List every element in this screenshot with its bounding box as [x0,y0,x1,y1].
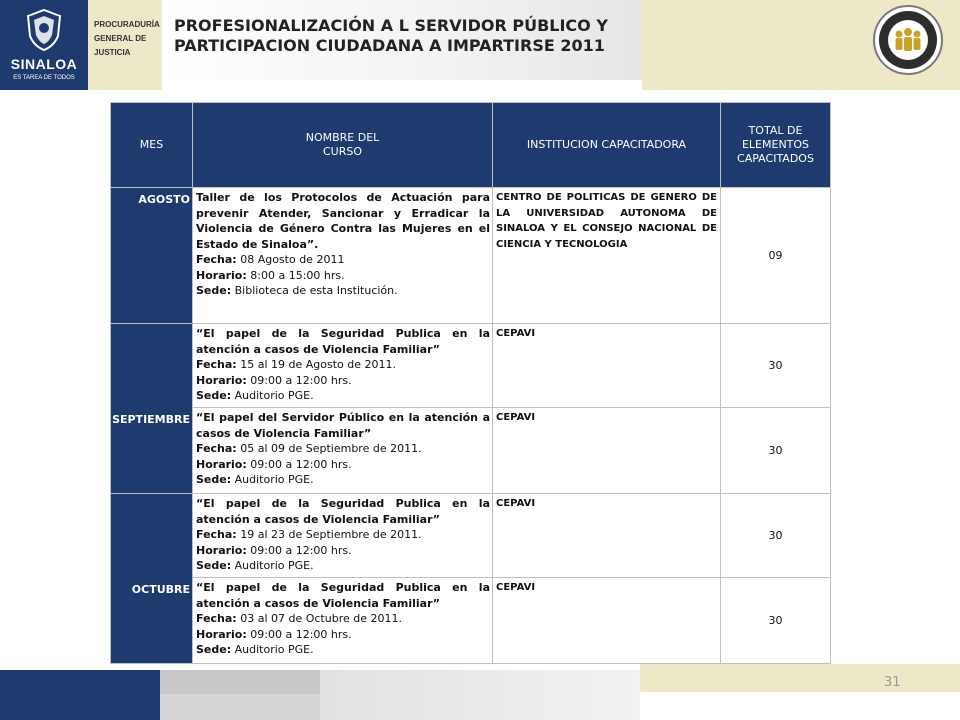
state-shield-icon [22,8,66,52]
institution-cell: CENTRO DE POLITICAS DE GENERO DE LA UNIVERSIDAD AUTONOMA DE SINALOA Y EL CONSEJO NACIONAL DE CIENCIA Y TECNOLOGIA [493,188,721,324]
fecha-label: Fecha: [196,253,237,266]
course-venue: Auditorio PGE. [234,389,314,402]
course-venue: Biblioteca de esta Institución. [234,284,398,297]
page-title [174,16,634,56]
course-name: “El papel de la Seguridad Publica en la atención a casos de Violencia Familiar” [196,581,490,610]
month-cell-agosto: AGOSTO [111,188,193,324]
table-row [111,324,831,408]
sede-label: Sede: [196,389,232,402]
course-name: “El papel de la Seguridad Publica en la atención a casos de Violencia Familiar” [196,327,490,356]
org-name-block [88,0,162,90]
page-header [0,0,960,90]
institution-cell: CEPAVI [493,408,721,494]
footer-blue-block [0,670,160,720]
table-row [111,188,831,324]
sede-label: Sede: [196,284,232,297]
course-cell [193,578,493,664]
table-row [111,578,831,664]
column-header-curso-line-1: NOMBRE DEL [305,131,380,144]
course-cell [193,188,493,324]
course-schedule: 09:00 a 12:00 hrs. [250,627,352,641]
footer-light-block [320,670,640,720]
sede-label: Sede: [196,559,232,572]
course-name: “El papel de la Seguridad Publica en la atención a casos de Violencia Familiar” [196,497,490,526]
column-header-curso [193,103,493,188]
course-cell [193,408,493,494]
month-cell-empty [111,494,193,578]
fecha-label: Fecha: [196,442,237,455]
course-date: 19 al 23 de Septiembre de 2011. [240,528,422,541]
sede-label: Sede: [196,473,232,486]
month-cell-octubre: OCTUBRE [111,578,193,664]
course-date: 03 al 07 de Octubre de 2011. [240,612,402,625]
footer-cream-block [640,664,960,692]
course-venue: Auditorio PGE. [234,643,314,656]
footer-gray-block-lower [160,694,320,720]
org-name-line-1: PROCURADURÍA [94,20,160,29]
org-name-line-2: GENERAL DE [94,34,147,43]
course-venue: Auditorio PGE. [234,559,314,572]
institution-cell: CEPAVI [493,578,721,664]
total-cell: 30 [721,324,831,408]
page-number: 31 [884,675,901,690]
course-schedule: 09:00 a 12:00 hrs. [250,457,352,471]
page-title-line-1: PROFESIONALIZACIÓN A L SERVIDOR PÚBLICO Y [174,16,608,35]
column-header-curso-line-2: CURSO [322,145,362,158]
total-cell: 30 [721,578,831,664]
course-schedule: 09:00 a 12:00 hrs. [250,373,352,387]
course-date: 05 al 09 de Septiembre de 2011. [240,442,422,455]
course-date: 08 Agosto de 2011 [240,253,345,266]
horario-label: Horario: [196,457,247,471]
org-name-line-3: JUSTICIA [94,48,131,57]
course-name: “El papel del Servidor Público en la atención a casos de Violencia Familiar” [196,411,490,440]
fecha-label: Fecha: [196,358,237,371]
course-venue: Auditorio PGE. [234,473,314,486]
course-date: 15 al 19 de Agosto de 2011. [240,358,396,371]
total-cell: 09 [721,188,831,324]
sede-label: Sede: [196,643,232,656]
column-header-total: TOTAL DE ELEMENTOS CAPACITADOS [721,103,831,188]
course-schedule: 8:00 a 15:00 hrs. [250,268,345,282]
total-cell: 30 [721,494,831,578]
institution-cell: CEPAVI [493,324,721,408]
institution-seal-icon [872,4,944,76]
page-footer [0,664,960,720]
column-header-institucion: INSTITUCION CAPACITADORA [493,103,721,188]
state-logo-word: SINALOA [10,56,78,72]
course-name: Taller de los Protocolos de Actuación para prevenir Atender, Sancionar y Erradicar la Violencia de Género Contra las Mujeres en el Estado de Sinaloa”. [196,191,490,251]
fecha-label: Fecha: [196,612,237,625]
month-cell-empty [111,324,193,408]
horario-label: Horario: [196,627,247,641]
training-schedule-table [110,102,831,664]
course-cell [193,494,493,578]
table-row [111,494,831,578]
column-header-mes: MES [111,103,193,188]
total-cell: 30 [721,408,831,494]
institution-cell: CEPAVI [493,494,721,578]
horario-label: Horario: [196,373,247,387]
horario-label: Horario: [196,268,247,282]
footer-white-block [640,692,960,720]
page-title-line-2: PARTICIPACION CIUDADANA A IMPARTIRSE 2011 [174,36,605,55]
table-row [111,408,831,494]
horario-label: Horario: [196,543,247,557]
month-cell-septiembre: SEPTIEMBRE [111,408,193,494]
course-schedule: 09:00 a 12:00 hrs. [250,543,352,557]
state-logo-tagline: ES TAREA DE TODOS [13,75,75,81]
course-cell [193,324,493,408]
table-header-row [111,103,831,188]
fecha-label: Fecha: [196,528,237,541]
